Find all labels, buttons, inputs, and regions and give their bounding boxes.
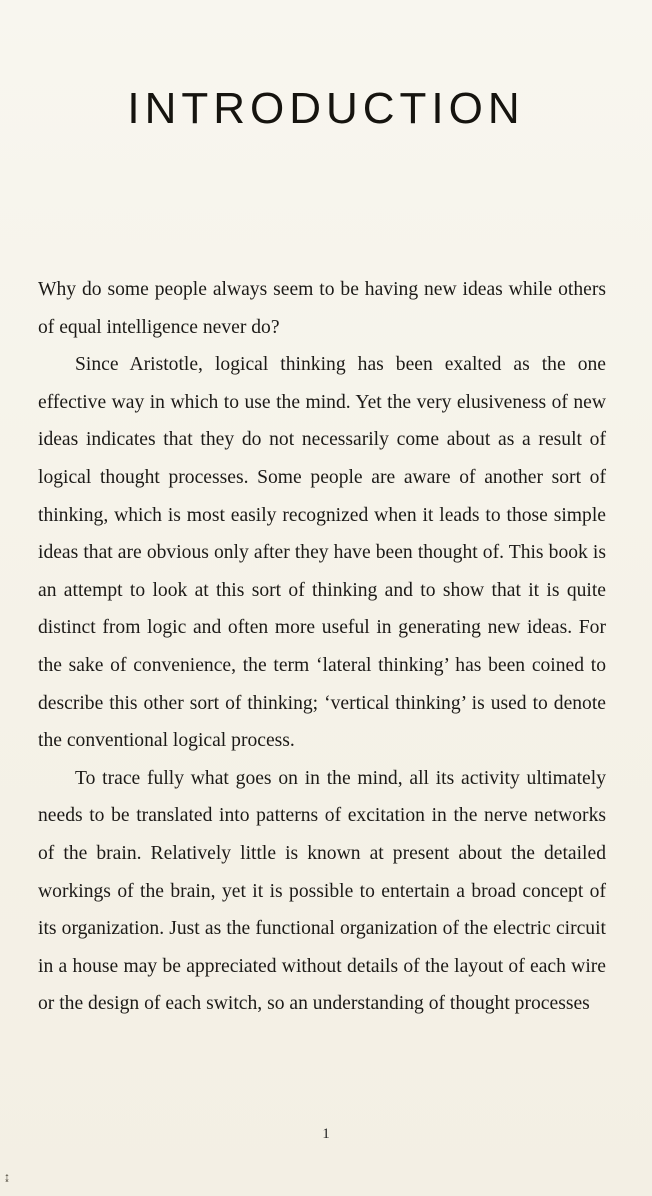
page-number: 1 — [322, 1126, 330, 1142]
paragraph-1: Why do some people always seem to be having new ideas while others of equal intelligence never do? — [38, 279, 606, 338]
paragraph-3: To trace fully what goes on in the mind, all its activity ultimately needs to be translated into patterns of excitation in the nerve networks of the brain. Relatively little is known at present about the detailed workings of the brain, yet it is possible to entertain a broad concept of its organization. Just as the functional organization of the electric circuit in a house may be appreciated without details of the layout of each wire or the design of each switch, so an understanding of thought processes — [38, 767, 606, 1015]
body-text — [38, 271, 606, 1023]
chapter-title: INTRODUCTION — [127, 84, 525, 133]
edge-mark-icon: ↨ — [4, 1170, 10, 1184]
paragraph-2: Since Aristotle, logical thinking has been exalted as the one effective way in which to use the mind. Yet the very elusiveness of new ideas indicates that they do not necessarily come about as a result of logical thought processes. Some people are aware of another sort of thinking, which is most easily recognized when it leads to those simple ideas that are obvious only after they have been thought of. This book is an attempt to look at this sort of thinking and to show that it is quite distinct from logic and often more useful in generating new ideas. For the sake of convenience, the term ‘lateral thinking’ has been coined to describe this other sort of thinking; ‘vertical thinking’ is used to denote the conventional logical process. — [38, 354, 606, 752]
